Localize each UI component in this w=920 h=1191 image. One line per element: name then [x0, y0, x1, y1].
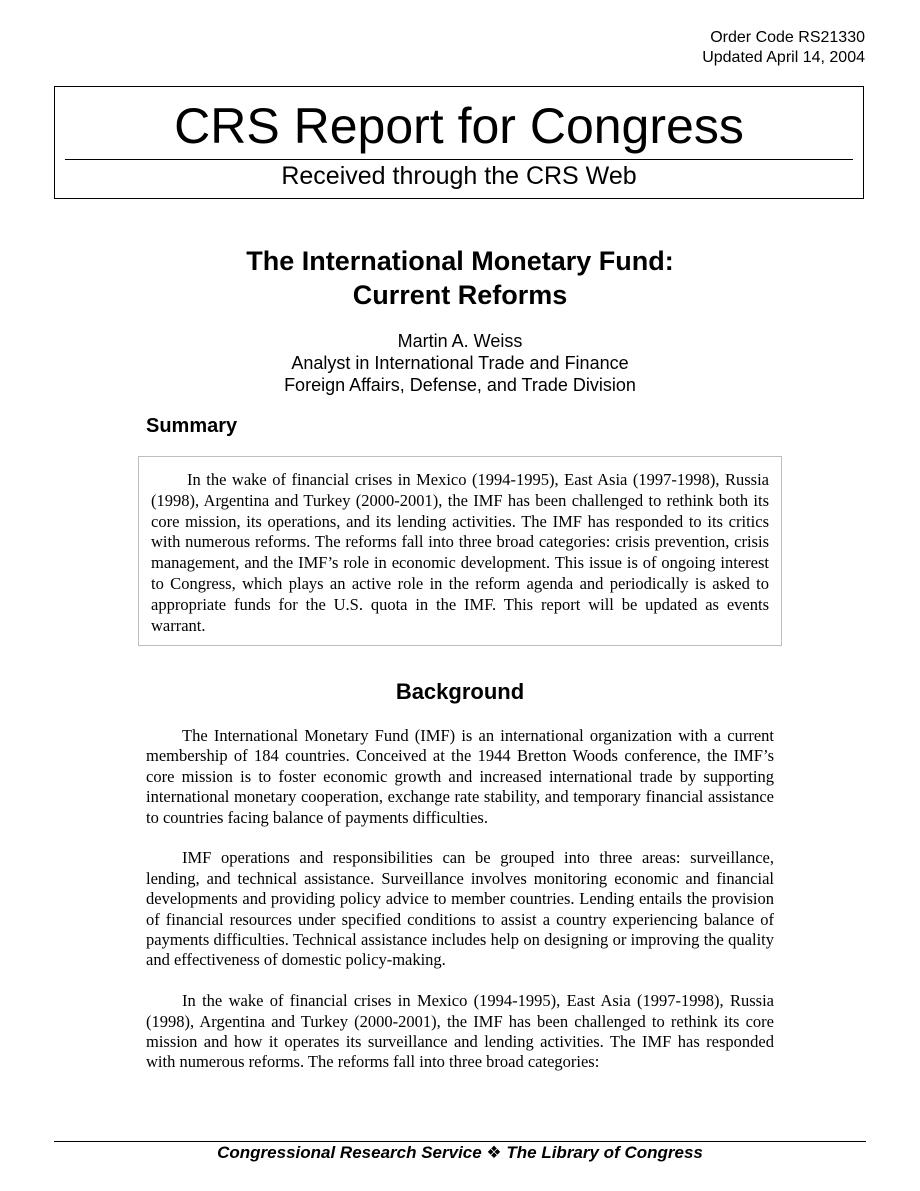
background-paragraph-2: IMF operations and responsibilities can be grouped into three areas: surveillance, lending, and technical assistance. Surveillance involves monitoring economic and financial developments and providing policy advice to member countries. Lending entails the provision of financial resources under specified conditions to assist a country experiencing balance of payments difficulties. Technical assistance includes help on designing or improving the quality and effectiveness of domestic policy-making. [146, 848, 774, 970]
banner-title: CRS Report for Congress [174, 98, 744, 154]
background-heading: Background [395, 679, 525, 704]
background-body [146, 726, 774, 1093]
summary-heading: Summary [146, 415, 238, 437]
background-paragraph-1: The International Monetary Fund (IMF) is an international organization with a current membership of 184 countries. Conceived at the 1944 Bretton Woods conference, the IMF’s core mission is to foster economic growth and increased international trade by supporting international monetary cooperation, exchange rate stability, and temporary financial assistance to countries facing balance of payments difficulties. [146, 726, 774, 827]
document-title-line2: Current Reforms [352, 280, 568, 310]
footer-text: Congressional Research Service ❖ The Library of Congress [217, 1143, 703, 1162]
banner-divider [65, 159, 853, 160]
updated-date: Updated April 14, 2004 [702, 49, 865, 66]
author-block [0, 330, 920, 396]
document-title [0, 244, 920, 312]
report-banner [54, 86, 864, 199]
author-name: Martin A. Weiss [397, 331, 523, 351]
summary-box [138, 456, 782, 646]
banner-subtitle: Received through the CRS Web [281, 162, 637, 190]
author-division: Foreign Affairs, Defense, and Trade Division [284, 375, 636, 395]
background-paragraph-3: In the wake of financial crises in Mexico (1994-1995), East Asia (1997-1998), Russia (1998), Argentina and Turkey (2000-2001), the IMF has been challenged to rethink its core mission and how it operates its surveillance and lending activities. The IMF has responded with numerous reforms. The reforms fall into three broad categories: [146, 991, 774, 1072]
order-code-block [702, 28, 865, 68]
summary-text: In the wake of financial crises in Mexico (1994-1995), East Asia (1997-1998), Russia (1998), Argentina and Turkey (2000-2001), the IMF has been challenged to rethink both its core mission, its operations, and its lending activities. The IMF has responded to its critics with numerous reforms. The reforms fall into three broad categories: crisis prevention, crisis management, and the IMF’s role in economic development. This issue is of ongoing interest to Congress, which plays an active role in the reform agenda and periodically is asked to appropriate funds for the U.S. quota in the IMF. This report will be updated as events warrant. [151, 470, 769, 635]
author-position: Analyst in International Trade and Finance [291, 353, 629, 373]
document-title-line1: The International Monetary Fund: [246, 246, 674, 276]
order-code: Order Code RS21330 [710, 29, 865, 46]
